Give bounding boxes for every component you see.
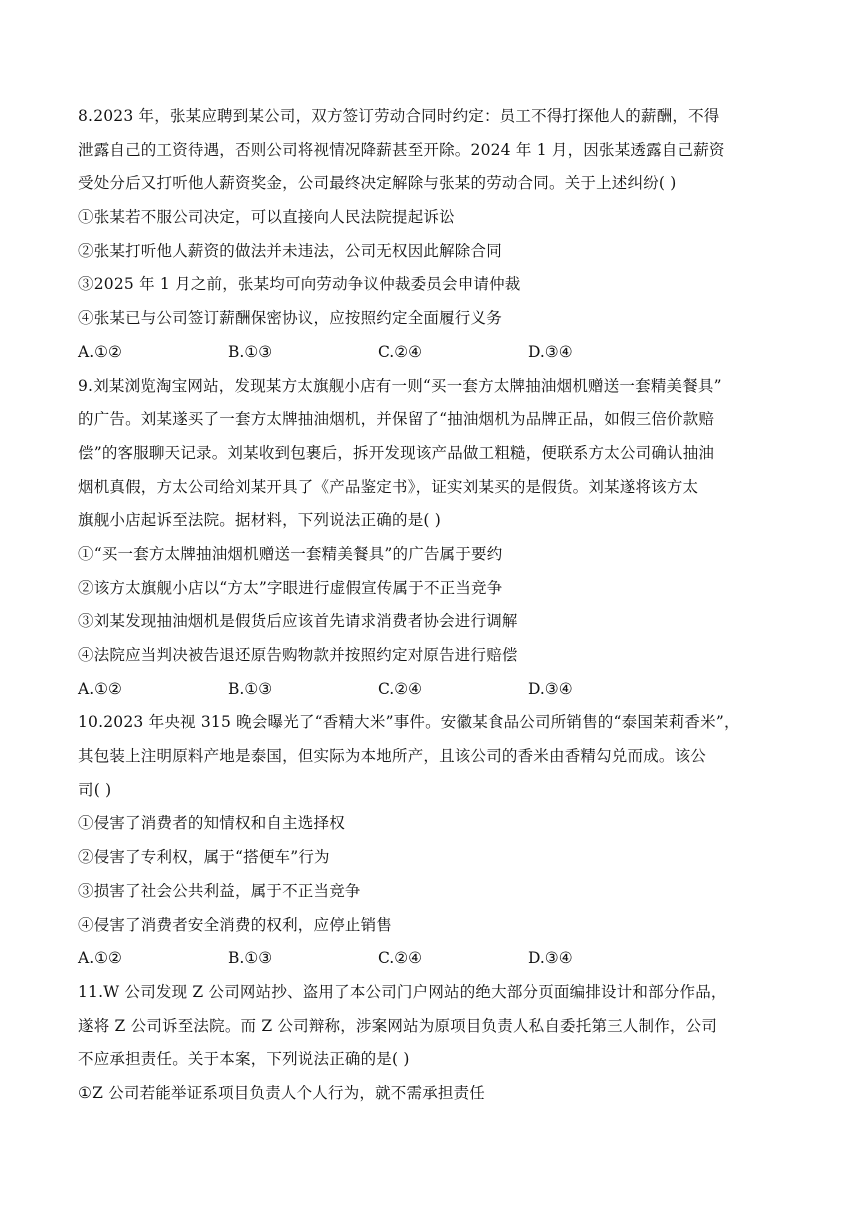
statement-2: ②侵害了专利权，属于“搭便车”行为 bbox=[78, 848, 330, 867]
option-a[interactable]: A.①② bbox=[78, 342, 122, 361]
option-c[interactable]: C.②④ bbox=[378, 949, 423, 968]
question-stem-line: 旗舰小店起诉至法院。据材料，下列说法正确的是( ) bbox=[78, 511, 442, 530]
question-stem-line: 司( ) bbox=[78, 780, 112, 799]
question-9 bbox=[78, 370, 798, 707]
option-d[interactable]: D.③④ bbox=[528, 679, 573, 698]
option-c[interactable]: C.②④ bbox=[378, 342, 423, 361]
question-stem-line: 不应承担责任。关于本案，下列说法正确的是( ) bbox=[78, 1050, 410, 1069]
exam-page bbox=[78, 100, 798, 1111]
question-stem-line: 的广告。刘某遂买了一套方太牌抽油烟机，并保留了“抽油烟机为品牌正品，如假三倍价款赔 bbox=[78, 410, 715, 429]
question-stem-line: 受处分后又打听他人薪资奖金，公司最终决定解除与张某的劳动合同。关于上述纠纷( ) bbox=[78, 174, 677, 193]
statement-3: ③2025 年 1 月之前，张某均可向劳动争议仲裁委员会申请仲裁 bbox=[78, 275, 521, 294]
statement-4: ④张某已与公司签订薪酬保密协议，应按照约定全面履行义务 bbox=[78, 309, 502, 328]
question-10 bbox=[78, 706, 798, 976]
option-a[interactable]: A.①② bbox=[78, 949, 122, 968]
question-11 bbox=[78, 976, 798, 1111]
statement-2: ②张某打听他人薪资的做法并未违法，公司无权因此解除合同 bbox=[78, 241, 502, 260]
statement-3: ③刘某发现抽油烟机是假货后应该首先请求消费者协会进行调解 bbox=[78, 612, 518, 631]
statement-3: ③损害了社会公共利益，属于不正当竞争 bbox=[78, 881, 361, 900]
question-stem-line: 其包装上注明原料产地是泰国，但实际为本地所产，且该公司的香米由香精勾兑而成。该公 bbox=[78, 747, 707, 766]
question-stem-line: 遂将 Z 公司诉至法院。而 Z 公司辩称，涉案网站为原项目负责人私自委托第三人制作，公司 bbox=[78, 1016, 718, 1035]
option-a[interactable]: A.①② bbox=[78, 679, 122, 698]
option-d[interactable]: D.③④ bbox=[528, 342, 573, 361]
question-stem-line: 10.2023 年央视 315 晚会曝光了“香精大米”事件。安徽某食品公司所销售的“泰国茉莉香米”， bbox=[78, 713, 740, 732]
question-8 bbox=[78, 100, 798, 370]
answer-options bbox=[78, 673, 798, 707]
question-stem-line: 11.W 公司发现 Z 公司网站抄、盗用了本公司门户网站的绝大部分页面编排设计和部分作品， bbox=[78, 982, 727, 1001]
answer-options bbox=[78, 336, 798, 370]
option-b[interactable]: B.①③ bbox=[228, 949, 273, 968]
option-b[interactable]: B.①③ bbox=[228, 679, 273, 698]
question-stem-line: 9.刘某浏览淘宝网站，发现某方太旗舰小店有一则“买一套方太牌抽油烟机赠送一套精美餐具” bbox=[78, 376, 722, 395]
option-d[interactable]: D.③④ bbox=[528, 949, 573, 968]
option-b[interactable]: B.①③ bbox=[228, 342, 273, 361]
statement-1: ①张某若不服公司决定，可以直接向人民法院提起诉讼 bbox=[78, 208, 455, 227]
question-stem-line: 偿”的客服聊天记录。刘某收到包裹后，拆开发现该产品做工粗糙，便联系方太公司确认抽油 bbox=[78, 443, 715, 462]
statement-1: ①“买一套方太牌抽油烟机赠送一套精美餐具”的广告属于要约 bbox=[78, 544, 503, 563]
question-stem-line: 8.2023 年，张某应聘到某公司，双方签订劳动合同时约定：员工不得打探他人的薪酬，不得 bbox=[78, 107, 720, 125]
statement-1: ①侵害了消费者的知情权和自主选择权 bbox=[78, 814, 345, 833]
statement-2: ②该方太旗舰小店以“方太”字眼进行虚假宣传属于不正当竞争 bbox=[78, 578, 503, 597]
statement-4: ④法院应当判决被告退还原告购物款并按照约定对原告进行赔偿 bbox=[78, 646, 518, 664]
statement-1: ①Z 公司若能举证系项目负责人个人行为，就不需承担责任 bbox=[78, 1083, 485, 1102]
statement-4: ④侵害了消费者安全消费的权利，应停止销售 bbox=[78, 915, 393, 934]
question-stem-line: 烟机真假，方太公司给刘某开具了《产品鉴定书》，证实刘某买的是假货。刘某遂将该方太 bbox=[78, 477, 699, 496]
answer-options bbox=[78, 942, 798, 976]
question-stem-line: 泄露自己的工资待遇，否则公司将视情况降薪甚至开除。2024 年 1 月，因张某透露自己薪资 bbox=[78, 140, 725, 159]
option-c[interactable]: C.②④ bbox=[378, 679, 423, 698]
